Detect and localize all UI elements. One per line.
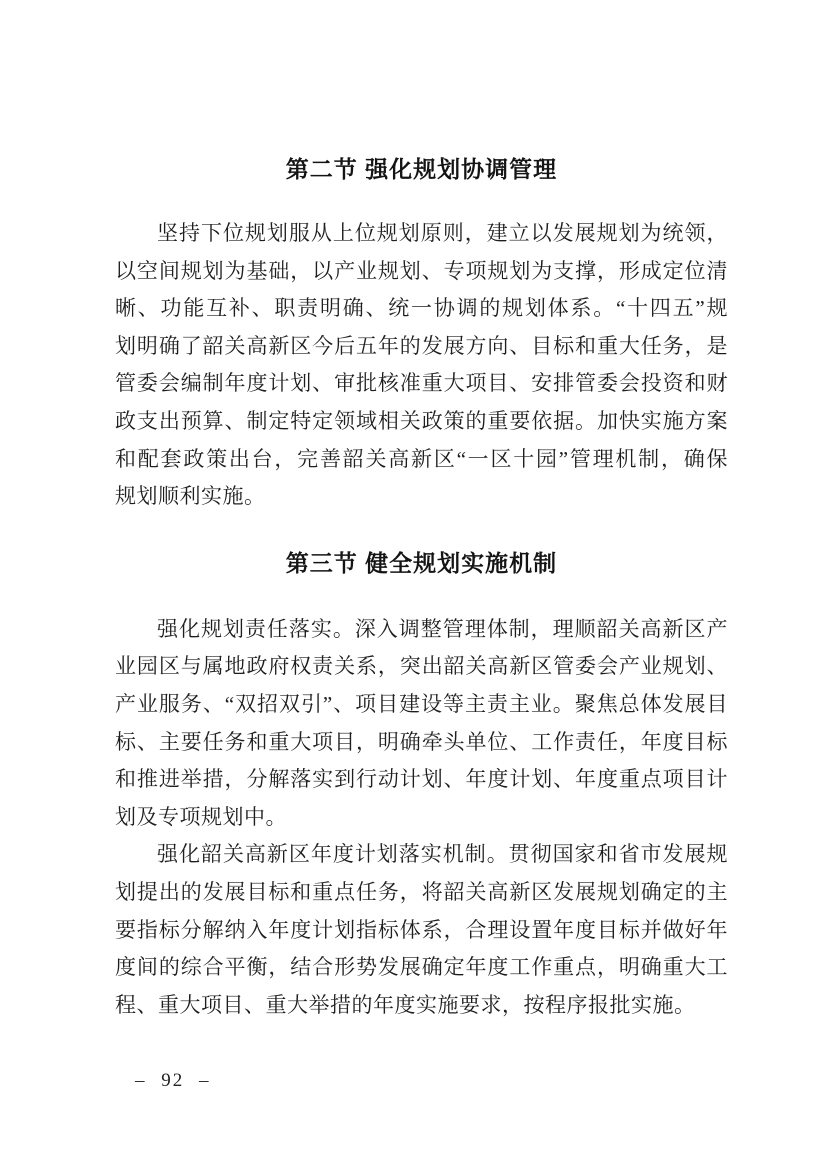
body-line: 强化规划责任落实。深入调整管理体制，理顺韶关高新区产 <box>157 616 728 641</box>
paragraph <box>115 836 728 1024</box>
body-line: 和配套政策出台，完善韶关高新区“一区十园”管理机制，确保 <box>115 446 728 471</box>
body-line: 强化韶关高新区年度计划落实机制。贯彻国家和省市发展规 <box>157 842 728 867</box>
body-line: 管委会编制年度计划、审批核准重大项目、安排管委会投资和财 <box>115 371 728 396</box>
body-line: 晰、功能互补、职责明确、统一协调的规划体系。“十四五”规 <box>115 296 728 321</box>
body-line: 划明确了韶关高新区今后五年的发展方向、目标和重大任务，是 <box>115 333 728 358</box>
body-line: 度间的综合平衡，结合形势发展确定年度工作重点，明确重大工 <box>115 955 728 980</box>
page-number: – 92 – <box>135 1070 211 1092</box>
body-line: 规划顺利实施。 <box>115 484 266 509</box>
body-line: 和推进举措，分解落实到行动计划、年度计划、年度重点项目计 <box>115 767 728 792</box>
body-line: 标、主要任务和重大项目，明确牵头单位、工作责任，年度目标 <box>115 729 728 754</box>
section-heading-3: 第三节 健全规划实施机制 <box>285 549 558 576</box>
body-line: 程、重大项目、重大举措的年度实施要求，按程序报批实施。 <box>115 992 696 1017</box>
body-line: 坚持下位规划服从上位规划原则，建立以发展规划为统领， <box>157 221 728 245</box>
paragraph <box>115 215 728 516</box>
body-line: 划提出的发展目标和重点任务，将韶关高新区发展规划确定的主 <box>115 879 728 904</box>
paragraph <box>115 611 728 837</box>
body-line: 业园区与属地政府权责关系，突出韶关高新区管委会产业规划、 <box>115 654 728 679</box>
body-line: 要指标分解纳入年度计划指标体系，合理设置年度目标并做好年 <box>115 917 728 942</box>
body-line: 以空间规划为基础，以产业规划、专项规划为支撑，形成定位清 <box>115 258 728 283</box>
section-heading-2: 第二节 强化规划协调管理 <box>285 156 558 182</box>
body-line: 政支出预算、制定特定领域相关政策的重要依据。加快实施方案 <box>115 408 728 433</box>
body-line: 划及专项规划中。 <box>115 804 287 829</box>
body-line: 产业服务、“双招双引”、项目建设等主责主业。聚焦总体发展目 <box>115 691 728 716</box>
